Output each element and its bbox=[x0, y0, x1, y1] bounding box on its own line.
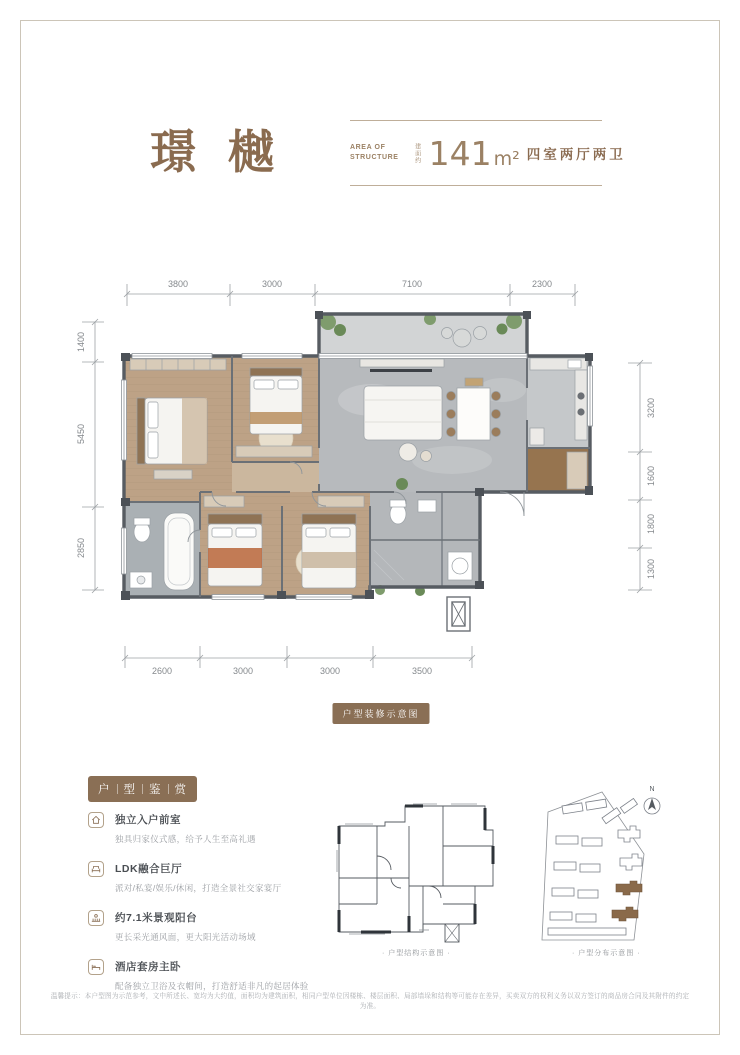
svg-text:1800: 1800 bbox=[646, 513, 656, 535]
svg-text:1600: 1600 bbox=[646, 465, 656, 487]
distribution-caption: · 户型分布示意图 · bbox=[572, 950, 641, 957]
svg-text:N: N bbox=[649, 786, 655, 793]
svg-text:3000: 3000 bbox=[319, 666, 341, 676]
svg-text:1300: 1300 bbox=[646, 558, 656, 580]
feature-desc: 独具归家仪式感，给予人生至高礼遇 bbox=[115, 834, 256, 844]
feature-item bbox=[88, 959, 338, 992]
entry-home-icon bbox=[88, 812, 104, 828]
appreciation-heading: 户 型 鉴 赏 bbox=[88, 776, 197, 802]
area-unit: m² bbox=[493, 147, 520, 170]
bottom-dimension-ruler bbox=[106, 646, 606, 682]
feature-desc: 配备独立卫浴及衣帽间，打造舒适非凡的起居体验 bbox=[115, 981, 309, 991]
svg-text:3000: 3000 bbox=[261, 279, 283, 289]
structure-diagram bbox=[325, 786, 515, 946]
right-dimension-ruler bbox=[628, 352, 662, 602]
distribution-diagram bbox=[532, 782, 670, 954]
north-compass-icon bbox=[644, 786, 660, 814]
feature-title: 酒店套房主卧 bbox=[115, 961, 181, 973]
svg-text:2850: 2850 bbox=[76, 537, 86, 559]
svg-text:1400: 1400 bbox=[76, 331, 86, 353]
feature-title: 约7.1米景观阳台 bbox=[115, 912, 198, 924]
bed-icon bbox=[88, 959, 104, 975]
sofa-icon bbox=[88, 861, 104, 877]
structure-caption: · 户型结构示意图 · bbox=[382, 950, 451, 957]
svg-text:2600: 2600 bbox=[151, 666, 173, 676]
feature-item bbox=[88, 812, 338, 845]
plan-caption-badge: 户型装修示意图 bbox=[332, 703, 429, 724]
feature-title: 独立入户前室 bbox=[115, 814, 181, 826]
feature-item bbox=[88, 910, 338, 943]
svg-text:5450: 5450 bbox=[76, 423, 86, 445]
spec-band bbox=[350, 120, 626, 186]
svg-text:3800: 3800 bbox=[167, 279, 189, 289]
feature-title: LDK融合巨厅 bbox=[115, 863, 183, 875]
area-prefix-label: 建面约 bbox=[413, 142, 420, 164]
page-title: 璟樾 bbox=[150, 125, 306, 179]
balcony-sun-icon bbox=[88, 910, 104, 926]
svg-text:3000: 3000 bbox=[232, 666, 254, 676]
area-value: 141 m² bbox=[428, 133, 520, 173]
floor-plan bbox=[112, 300, 615, 638]
svg-text:3500: 3500 bbox=[411, 666, 433, 676]
svg-text:7100: 7100 bbox=[401, 279, 423, 289]
svg-text:3200: 3200 bbox=[646, 397, 656, 419]
feature-desc: 派对/私宴/娱乐/休闲，打造全景社交家宴厅 bbox=[115, 883, 282, 893]
svg-text:2300: 2300 bbox=[531, 279, 553, 289]
shaft bbox=[447, 597, 470, 631]
feature-list bbox=[88, 812, 338, 1008]
layout-spec: 四室两厅两卫 bbox=[526, 147, 626, 162]
disclaimer-text: 温馨提示：本户型图为示范参考，文中所述长、宽均为大约值，面积均为建筑面积，相同户型单位因楼栋、楼层面积、局部墙垛和结构等可能存在差异，买卖双方的权利义务以双方签订的商品房合同及其附件的约定为准。 bbox=[50, 993, 690, 1010]
feature-item bbox=[88, 861, 338, 894]
area-of-structure-label: AREA OF STRUCTURE bbox=[350, 143, 399, 161]
left-dimension-ruler bbox=[70, 312, 104, 602]
feature-desc: 更长采光通风面，更大阳光活动场域 bbox=[115, 932, 256, 942]
